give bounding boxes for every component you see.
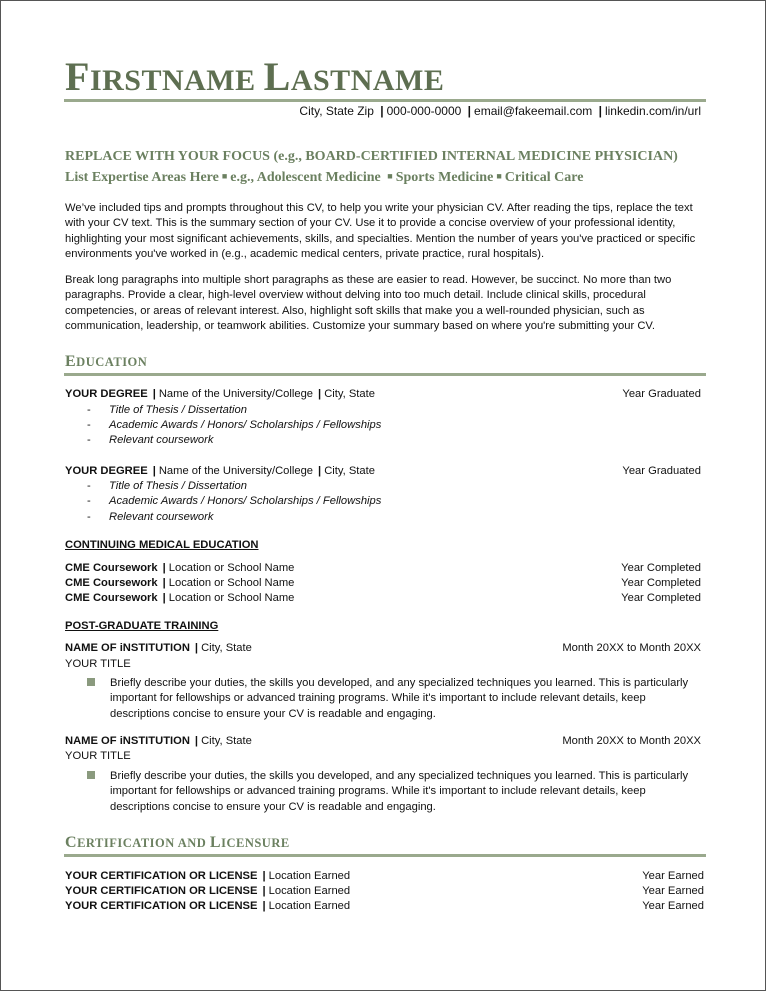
square-bullet-icon <box>87 678 95 686</box>
certification-divider <box>64 854 706 857</box>
degree-school: Name of the University/College <box>158 388 314 400</box>
certification-name: YOUR CERTIFICATION OR LICENSE <box>65 870 258 882</box>
education-title <box>65 353 147 371</box>
candidate-name <box>65 53 444 100</box>
cme-name: CME Coursework <box>65 562 158 574</box>
detail-text: Relevant coursework <box>109 434 214 446</box>
cme-heading: CONTINUING MEDICAL EDUCATION <box>65 539 259 551</box>
cme-location: Location or School Name <box>168 577 295 589</box>
detail-text: Relevant coursework <box>109 511 214 523</box>
training-role: YOUR TITLE <box>65 750 131 762</box>
certification-name: YOUR CERTIFICATION OR LICENSE <box>65 885 258 897</box>
degree-row: YOUR DEGREE | Name of the University/College | City, State Year Graduated <box>65 465 701 477</box>
first-name-rest: IRSTNAME <box>89 64 256 97</box>
expertise-item: List Expertise Areas Here <box>65 170 219 185</box>
certification-name: YOUR CERTIFICATION OR LICENSE <box>65 900 258 912</box>
degree-detail: - Title of Thesis / Dissertation <box>87 404 247 416</box>
certification-location: Location Earned <box>268 870 351 882</box>
cme-location: Location or School Name <box>168 562 295 574</box>
cme-row: CME Coursework | Location or School Name Year Completed <box>65 562 701 574</box>
training-location: City, State <box>201 642 252 654</box>
cme-name: CME Coursework <box>65 577 158 589</box>
section-title-initial: C <box>65 834 78 851</box>
training-institution: NAME OF iNSTITUTION <box>65 735 190 747</box>
certification-row: YOUR CERTIFICATION OR LICENSE | Location Earned Year Earned <box>65 885 704 897</box>
contact-separator: | <box>467 104 472 118</box>
certification-year: Year Earned <box>642 885 704 897</box>
cme-year: Year Completed <box>621 592 701 604</box>
square-bullet-icon <box>87 771 95 779</box>
square-bullet-icon: ■ <box>496 171 502 181</box>
degree-detail: - Relevant coursework <box>87 434 214 446</box>
certification-title <box>65 834 290 852</box>
cme-row: CME Coursework | Location or School Name Year Completed <box>65 592 701 604</box>
training-row: NAME OF iNSTITUTION | City, State Month 20XX to Month 20XX <box>65 642 701 654</box>
certification-year: Year Earned <box>642 870 704 882</box>
degree-name: YOUR DEGREE <box>65 388 148 400</box>
training-description: Briefly describe your duties, the skills you developed, and any specialized techniques you learned. This is particularly important for fellowships or advanced training programs. While it's important to include relevant details, keep descriptions concise to ensure your CV is readable and engaging. <box>110 677 689 720</box>
certification-location: Location Earned <box>268 885 351 897</box>
cme-row: CME Coursework | Location or School Name Year Completed <box>65 577 701 589</box>
degree-row: YOUR DEGREE | Name of the University/College | City, State Year Graduated <box>65 388 701 400</box>
contact-location: City, State Zip <box>299 104 374 118</box>
expertise-item: Sports Medicine <box>395 170 494 185</box>
expertise-item: Critical Care <box>504 170 584 185</box>
degree-location: City, State <box>324 388 375 400</box>
training-location: City, State <box>201 735 252 747</box>
contact-separator: | <box>380 104 384 118</box>
degree-name: YOUR DEGREE <box>65 465 148 477</box>
training-institution: NAME OF iNSTITUTION <box>65 642 190 654</box>
degree-year: Year Graduated <box>622 388 701 400</box>
last-name-rest: ASTNAME <box>290 64 445 97</box>
cme-name: CME Coursework <box>65 592 158 604</box>
section-title-rest: ERTIFICATION AND <box>77 836 210 850</box>
section-title-rest: DUCATION <box>76 355 148 369</box>
cme-location: Location or School Name <box>168 592 295 604</box>
degree-detail: - Title of Thesis / Dissertation <box>87 480 247 492</box>
summary-paragraph-2: Break long paragraphs into multiple short paragraphs as these are easier to read. However, be succinct. No more than two paragraphs. Provide a clear, high-level overview without delving into too much detail. Include clinical skills, procedural competencies, or areas of relevant interest. Also, highlight soft skills that make you a well-rounded physician, such as communication, leadership, or teamwork abilities. Customize your summary based on where you're submitting your CV. <box>65 274 672 332</box>
degree-location: City, State <box>324 465 375 477</box>
first-name-initial: F <box>65 54 90 99</box>
contact-line <box>299 104 701 118</box>
detail-text: Academic Awards / Honors/ Scholarships / Fellowships <box>109 419 382 431</box>
certification-year: Year Earned <box>642 900 704 912</box>
training-dates: Month 20XX to Month 20XX <box>562 642 701 654</box>
degree-detail: - Academic Awards / Honors/ Scholarships / Fellowships <box>87 419 382 431</box>
detail-text: Title of Thesis / Dissertation <box>109 404 247 416</box>
section-title-initial: E <box>65 353 77 370</box>
pgt-heading: POST-GRADUATE TRAINING <box>65 620 219 632</box>
section-title-initial: L <box>209 834 222 851</box>
degree-school: Name of the University/College <box>158 465 314 477</box>
education-divider <box>64 373 706 376</box>
degree-detail: - Relevant coursework <box>87 511 214 523</box>
training-dates: Month 20XX to Month 20XX <box>562 735 701 747</box>
last-name-initial: L <box>263 54 291 99</box>
square-bullet-icon: ■ <box>221 171 228 181</box>
contact-linkedin[interactable]: linkedin.com/in/url <box>604 104 701 118</box>
cme-year: Year Completed <box>621 562 701 574</box>
contact-phone: 000-000-0000 <box>386 104 462 118</box>
degree-year: Year Graduated <box>622 465 701 477</box>
detail-text: Title of Thesis / Dissertation <box>109 480 247 492</box>
certification-row: YOUR CERTIFICATION OR LICENSE | Location Earned Year Earned <box>65 870 704 882</box>
expertise-areas <box>65 170 583 186</box>
certification-row: YOUR CERTIFICATION OR LICENSE | Location Earned Year Earned <box>65 900 704 912</box>
name-divider <box>64 99 706 102</box>
training-description: Briefly describe your duties, the skills you developed, and any specialized techniques you learned. This is particularly important for fellowships or advanced training programs. While it's important to include relevant details, keep descriptions concise to ensure your CV is readable and engaging. <box>110 770 689 813</box>
section-title-rest: ICENSURE <box>221 836 290 850</box>
focus-headline: REPLACE WITH YOUR FOCUS (e.g., BOARD-CERTIFIED INTERNAL MEDICINE PHYSICIAN) <box>65 149 678 164</box>
contact-email[interactable]: email@fakeemail.com <box>474 104 593 118</box>
expertise-item: e.g., Adolescent Medicine <box>230 170 381 185</box>
training-role: YOUR TITLE <box>65 658 131 670</box>
certification-location: Location Earned <box>268 900 351 912</box>
detail-text: Academic Awards / Honors/ Scholarships / Fellowships <box>109 495 382 507</box>
square-bullet-icon: ■ <box>387 171 393 181</box>
summary-paragraph-1: We’ve included tips and prompts throughout this CV, to help you write your physician CV. After reading the tips, replace the text with your CV text. This is the summary section of your CV. Use it to provide a concise overview of your professional identity, highlighting your most significant achievements, skills, and specialties. Mention the number of years you've practiced or specific environments you've worked in (e.g., academic medical centers, private practice, rural hospitals). <box>65 202 696 260</box>
training-row: NAME OF iNSTITUTION | City, State Month 20XX to Month 20XX <box>65 735 701 747</box>
contact-separator: | <box>598 104 602 118</box>
cme-year: Year Completed <box>621 577 701 589</box>
degree-detail: - Academic Awards / Honors/ Scholarships / Fellowships <box>87 495 382 507</box>
